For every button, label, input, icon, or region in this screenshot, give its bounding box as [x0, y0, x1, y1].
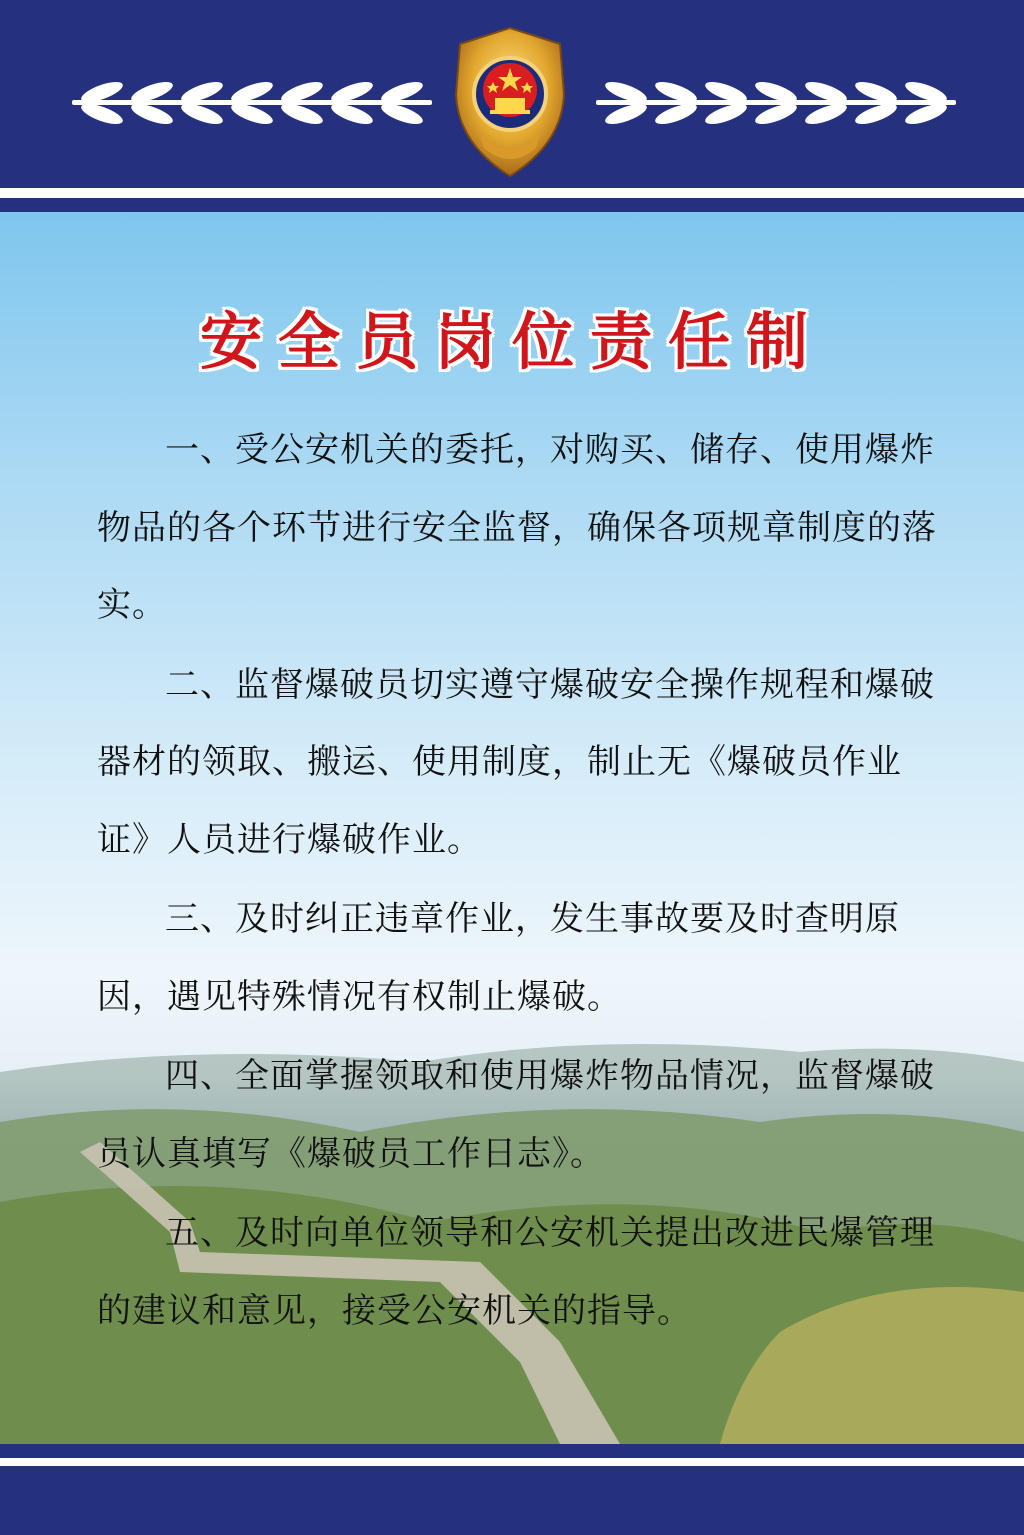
wheat-wreath-left-icon — [72, 78, 432, 128]
header-blue-rule — [0, 198, 1024, 212]
footer-band — [0, 1466, 1024, 1535]
rule-paragraph-2: 二、监督爆破员切实遵守爆破安全操作规程和爆破器材的领取、搬运、使用制度，制止无《爆破员作业证》人员进行爆破作业。 — [97, 664, 935, 860]
rule-paragraph-3: 三、及时纠正违章作业，发生事故要及时查明原因，遇见特殊情况有权制止爆破。 — [97, 899, 900, 1017]
rules-list — [97, 412, 937, 1352]
police-emblem-icon — [440, 24, 580, 184]
page-title: 安全员岗位责任制 — [199, 305, 824, 378]
rule-paragraph-5: 五、及时向单位领导和公安机关提出改进民爆管理的建议和意见，接受公安机关的指导。 — [97, 1213, 935, 1331]
header-band — [0, 0, 1024, 188]
wheat-wreath-right-icon — [596, 78, 956, 128]
header-white-rule — [0, 188, 1024, 198]
footer-white-rule — [0, 1458, 1024, 1466]
rule-paragraph-4: 四、全面掌握领取和使用爆炸物品情况，监督爆破员认真填写《爆破员工作日志》。 — [97, 1056, 935, 1174]
content-panel — [0, 212, 1024, 1444]
footer-blue-rule — [0, 1444, 1024, 1458]
rule-paragraph-1: 一、受公安机关的委托，对购买、储存、使用爆炸物品的各个环节进行安全监督，确保各项规章制度的落实。 — [97, 430, 937, 625]
